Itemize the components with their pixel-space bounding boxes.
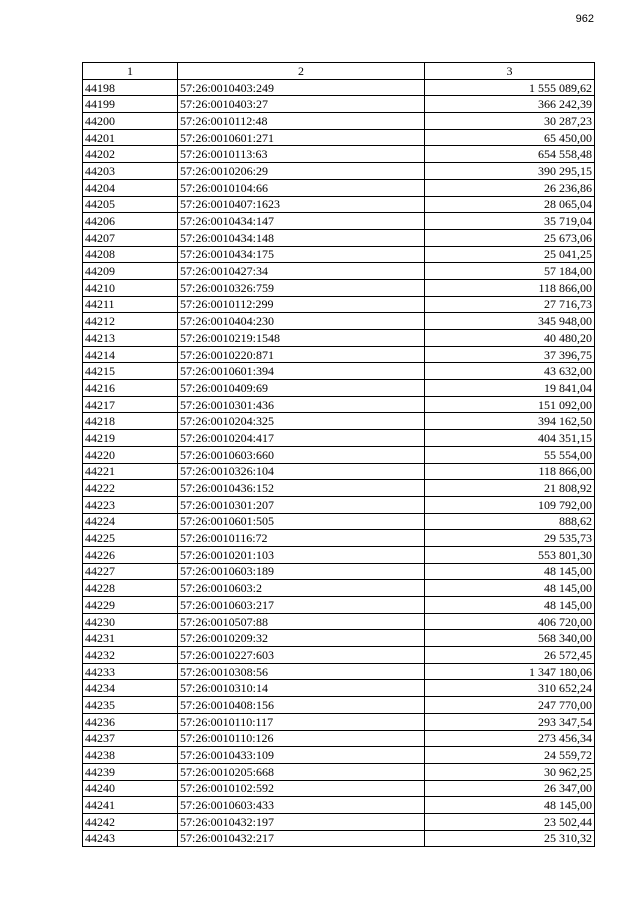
page-number: 962 xyxy=(575,13,594,25)
value-cell: 37 396,75 xyxy=(425,346,595,363)
value-cell: 55 554,00 xyxy=(425,446,595,463)
column-header-1: 1 xyxy=(83,63,178,80)
row-number-cell: 44215 xyxy=(83,363,178,380)
cadastral-number-cell: 57:26:0010408:156 xyxy=(178,697,425,714)
row-number-cell: 44240 xyxy=(83,780,178,797)
table-row xyxy=(83,363,595,380)
table-row xyxy=(83,463,595,480)
row-number-cell: 44210 xyxy=(83,279,178,296)
table-row xyxy=(83,580,595,597)
value-cell: 24 559,72 xyxy=(425,747,595,764)
cadastral-number-cell: 57:26:0010434:148 xyxy=(178,229,425,246)
value-cell: 30 962,25 xyxy=(425,763,595,780)
table-row xyxy=(83,830,595,847)
row-number-cell: 44217 xyxy=(83,396,178,413)
row-number-cell: 44239 xyxy=(83,763,178,780)
row-number-cell: 44235 xyxy=(83,697,178,714)
table-row xyxy=(83,797,595,814)
cadastral-number-cell: 57:26:0010436:152 xyxy=(178,480,425,497)
value-cell: 404 351,15 xyxy=(425,430,595,447)
row-number-cell: 44202 xyxy=(83,146,178,163)
cadastral-number-cell: 57:26:0010507:88 xyxy=(178,613,425,630)
cadastral-number-cell: 57:26:0010603:433 xyxy=(178,797,425,814)
cadastral-number-cell: 57:26:0010204:417 xyxy=(178,430,425,447)
table-row xyxy=(83,330,595,347)
table-row xyxy=(83,697,595,714)
cadastral-number-cell: 57:26:0010403:27 xyxy=(178,96,425,113)
row-number-cell: 44205 xyxy=(83,196,178,213)
column-header-2: 2 xyxy=(178,63,425,80)
value-cell: 48 145,00 xyxy=(425,797,595,814)
value-cell: 19 841,04 xyxy=(425,380,595,397)
table-row xyxy=(83,663,595,680)
cadastral-number-cell: 57:26:0010601:505 xyxy=(178,513,425,530)
cadastral-number-cell: 57:26:0010110:126 xyxy=(178,730,425,747)
cadastral-number-cell: 57:26:0010220:871 xyxy=(178,346,425,363)
row-number-cell: 44223 xyxy=(83,496,178,513)
value-cell: 27 716,73 xyxy=(425,296,595,313)
cadastral-number-cell: 57:26:0010432:197 xyxy=(178,813,425,830)
table-row xyxy=(83,146,595,163)
value-cell: 406 720,00 xyxy=(425,613,595,630)
table-row xyxy=(83,279,595,296)
value-cell: 118 866,00 xyxy=(425,279,595,296)
table-row xyxy=(83,79,595,96)
row-number-cell: 44242 xyxy=(83,813,178,830)
cadastral-number-cell: 57:26:0010434:175 xyxy=(178,246,425,263)
cadastral-number-cell: 57:26:0010407:1623 xyxy=(178,196,425,213)
table-row xyxy=(83,713,595,730)
value-cell: 40 480,20 xyxy=(425,330,595,347)
table-row xyxy=(83,263,595,280)
cadastral-number-cell: 57:26:0010326:759 xyxy=(178,279,425,296)
table-row xyxy=(83,546,595,563)
row-number-cell: 44222 xyxy=(83,480,178,497)
value-cell: 293 347,54 xyxy=(425,713,595,730)
table-row xyxy=(83,813,595,830)
row-number-cell: 44219 xyxy=(83,430,178,447)
table-row xyxy=(83,213,595,230)
column-header-3: 3 xyxy=(425,63,595,80)
value-cell: 26 347,00 xyxy=(425,780,595,797)
table-row xyxy=(83,380,595,397)
row-number-cell: 44220 xyxy=(83,446,178,463)
value-cell: 26 236,86 xyxy=(425,179,595,196)
value-cell: 310 652,24 xyxy=(425,680,595,697)
value-cell: 109 792,00 xyxy=(425,496,595,513)
value-cell: 553 801,30 xyxy=(425,546,595,563)
value-cell: 247 770,00 xyxy=(425,697,595,714)
table-row xyxy=(83,480,595,497)
cadastral-number-cell: 57:26:0010112:48 xyxy=(178,113,425,130)
table-row xyxy=(83,396,595,413)
value-cell: 43 632,00 xyxy=(425,363,595,380)
row-number-cell: 44227 xyxy=(83,563,178,580)
value-cell: 25 041,25 xyxy=(425,246,595,263)
cadastral-number-cell: 57:26:0010204:325 xyxy=(178,413,425,430)
table-row xyxy=(83,346,595,363)
value-cell: 345 948,00 xyxy=(425,313,595,330)
table-row xyxy=(83,229,595,246)
value-cell: 26 572,45 xyxy=(425,647,595,664)
cadastral-number-cell: 57:26:0010603:660 xyxy=(178,446,425,463)
cadastral-number-cell: 57:26:0010603:189 xyxy=(178,563,425,580)
row-number-cell: 44230 xyxy=(83,613,178,630)
table-body xyxy=(83,79,595,847)
row-number-cell: 44236 xyxy=(83,713,178,730)
cadastral-number-cell: 57:26:0010601:394 xyxy=(178,363,425,380)
value-cell: 28 065,04 xyxy=(425,196,595,213)
table-row xyxy=(83,647,595,664)
cadastral-number-cell: 57:26:0010603:217 xyxy=(178,597,425,614)
value-cell: 151 092,00 xyxy=(425,396,595,413)
value-cell: 30 287,23 xyxy=(425,113,595,130)
cadastral-number-cell: 57:26:0010206:29 xyxy=(178,163,425,180)
value-cell: 568 340,00 xyxy=(425,630,595,647)
row-number-cell: 44212 xyxy=(83,313,178,330)
value-cell: 1 555 089,62 xyxy=(425,79,595,96)
table-row xyxy=(83,296,595,313)
table-header-row xyxy=(83,63,595,80)
cadastral-number-cell: 57:26:0010227:603 xyxy=(178,647,425,664)
row-number-cell: 44208 xyxy=(83,246,178,263)
table-row xyxy=(83,496,595,513)
row-number-cell: 44203 xyxy=(83,163,178,180)
table-row xyxy=(83,196,595,213)
row-number-cell: 44232 xyxy=(83,647,178,664)
value-cell: 23 502,44 xyxy=(425,813,595,830)
value-cell: 48 145,00 xyxy=(425,563,595,580)
table-row xyxy=(83,613,595,630)
value-cell: 48 145,00 xyxy=(425,597,595,614)
value-cell: 25 310,32 xyxy=(425,830,595,847)
cadastral-number-cell: 57:26:0010432:217 xyxy=(178,830,425,847)
row-number-cell: 44226 xyxy=(83,546,178,563)
row-number-cell: 44216 xyxy=(83,380,178,397)
table-row xyxy=(83,763,595,780)
value-cell: 273 456,34 xyxy=(425,730,595,747)
table-row xyxy=(83,313,595,330)
cadastral-number-cell: 57:26:0010310:14 xyxy=(178,680,425,697)
cadastral-number-cell: 57:26:0010326:104 xyxy=(178,463,425,480)
row-number-cell: 44204 xyxy=(83,179,178,196)
row-number-cell: 44209 xyxy=(83,263,178,280)
value-cell: 48 145,00 xyxy=(425,580,595,597)
value-cell: 390 295,15 xyxy=(425,163,595,180)
row-number-cell: 44201 xyxy=(83,129,178,146)
row-number-cell: 44218 xyxy=(83,413,178,430)
value-cell: 366 242,39 xyxy=(425,96,595,113)
cadastral-number-cell: 57:26:0010112:299 xyxy=(178,296,425,313)
cadastral-number-cell: 57:26:0010102:592 xyxy=(178,780,425,797)
cadastral-number-cell: 57:26:0010110:117 xyxy=(178,713,425,730)
row-number-cell: 44224 xyxy=(83,513,178,530)
value-cell: 57 184,00 xyxy=(425,263,595,280)
value-cell: 25 673,06 xyxy=(425,229,595,246)
value-cell: 118 866,00 xyxy=(425,463,595,480)
value-cell: 29 535,73 xyxy=(425,530,595,547)
row-number-cell: 44199 xyxy=(83,96,178,113)
row-number-cell: 44228 xyxy=(83,580,178,597)
row-number-cell: 44238 xyxy=(83,747,178,764)
table-row xyxy=(83,129,595,146)
table-row xyxy=(83,563,595,580)
cadastral-number-cell: 57:26:0010427:34 xyxy=(178,263,425,280)
table-row xyxy=(83,179,595,196)
cadastral-number-cell: 57:26:0010434:147 xyxy=(178,213,425,230)
cadastral-number-cell: 57:26:0010433:109 xyxy=(178,747,425,764)
row-number-cell: 44211 xyxy=(83,296,178,313)
cadastral-number-cell: 57:26:0010603:2 xyxy=(178,580,425,597)
table-row xyxy=(83,630,595,647)
cadastral-number-cell: 57:26:0010409:69 xyxy=(178,380,425,397)
table-row xyxy=(83,96,595,113)
table-row xyxy=(83,113,595,130)
table-row xyxy=(83,780,595,797)
cadastral-number-cell: 57:26:0010209:32 xyxy=(178,630,425,647)
data-table xyxy=(82,62,595,847)
value-cell: 1 347 180,06 xyxy=(425,663,595,680)
row-number-cell: 44241 xyxy=(83,797,178,814)
cadastral-number-cell: 57:26:0010201:103 xyxy=(178,546,425,563)
row-number-cell: 44233 xyxy=(83,663,178,680)
table-row xyxy=(83,730,595,747)
table-row xyxy=(83,747,595,764)
cadastral-number-cell: 57:26:0010113:63 xyxy=(178,146,425,163)
table-row xyxy=(83,597,595,614)
table-row xyxy=(83,446,595,463)
row-number-cell: 44198 xyxy=(83,79,178,96)
cadastral-number-cell: 57:26:0010301:436 xyxy=(178,396,425,413)
table-row xyxy=(83,680,595,697)
table-row xyxy=(83,246,595,263)
value-cell: 65 450,00 xyxy=(425,129,595,146)
cadastral-number-cell: 57:26:0010116:72 xyxy=(178,530,425,547)
table-row xyxy=(83,430,595,447)
value-cell: 394 162,50 xyxy=(425,413,595,430)
row-number-cell: 44214 xyxy=(83,346,178,363)
row-number-cell: 44234 xyxy=(83,680,178,697)
row-number-cell: 44237 xyxy=(83,730,178,747)
table-row xyxy=(83,530,595,547)
row-number-cell: 44225 xyxy=(83,530,178,547)
cadastral-number-cell: 57:26:0010403:249 xyxy=(178,79,425,96)
cadastral-number-cell: 57:26:0010205:668 xyxy=(178,763,425,780)
table-row xyxy=(83,413,595,430)
value-cell: 654 558,48 xyxy=(425,146,595,163)
row-number-cell: 44200 xyxy=(83,113,178,130)
value-cell: 888,62 xyxy=(425,513,595,530)
cadastral-number-cell: 57:26:0010104:66 xyxy=(178,179,425,196)
cadastral-number-cell: 57:26:0010601:271 xyxy=(178,129,425,146)
row-number-cell: 44231 xyxy=(83,630,178,647)
cadastral-number-cell: 57:26:0010308:56 xyxy=(178,663,425,680)
value-cell: 21 808,92 xyxy=(425,480,595,497)
table-row xyxy=(83,513,595,530)
row-number-cell: 44207 xyxy=(83,229,178,246)
cadastral-number-cell: 57:26:0010219:1548 xyxy=(178,330,425,347)
row-number-cell: 44229 xyxy=(83,597,178,614)
table-row xyxy=(83,163,595,180)
cadastral-number-cell: 57:26:0010404:230 xyxy=(178,313,425,330)
value-cell: 35 719,04 xyxy=(425,213,595,230)
row-number-cell: 44243 xyxy=(83,830,178,847)
row-number-cell: 44213 xyxy=(83,330,178,347)
cadastral-number-cell: 57:26:0010301:207 xyxy=(178,496,425,513)
row-number-cell: 44221 xyxy=(83,463,178,480)
row-number-cell: 44206 xyxy=(83,213,178,230)
